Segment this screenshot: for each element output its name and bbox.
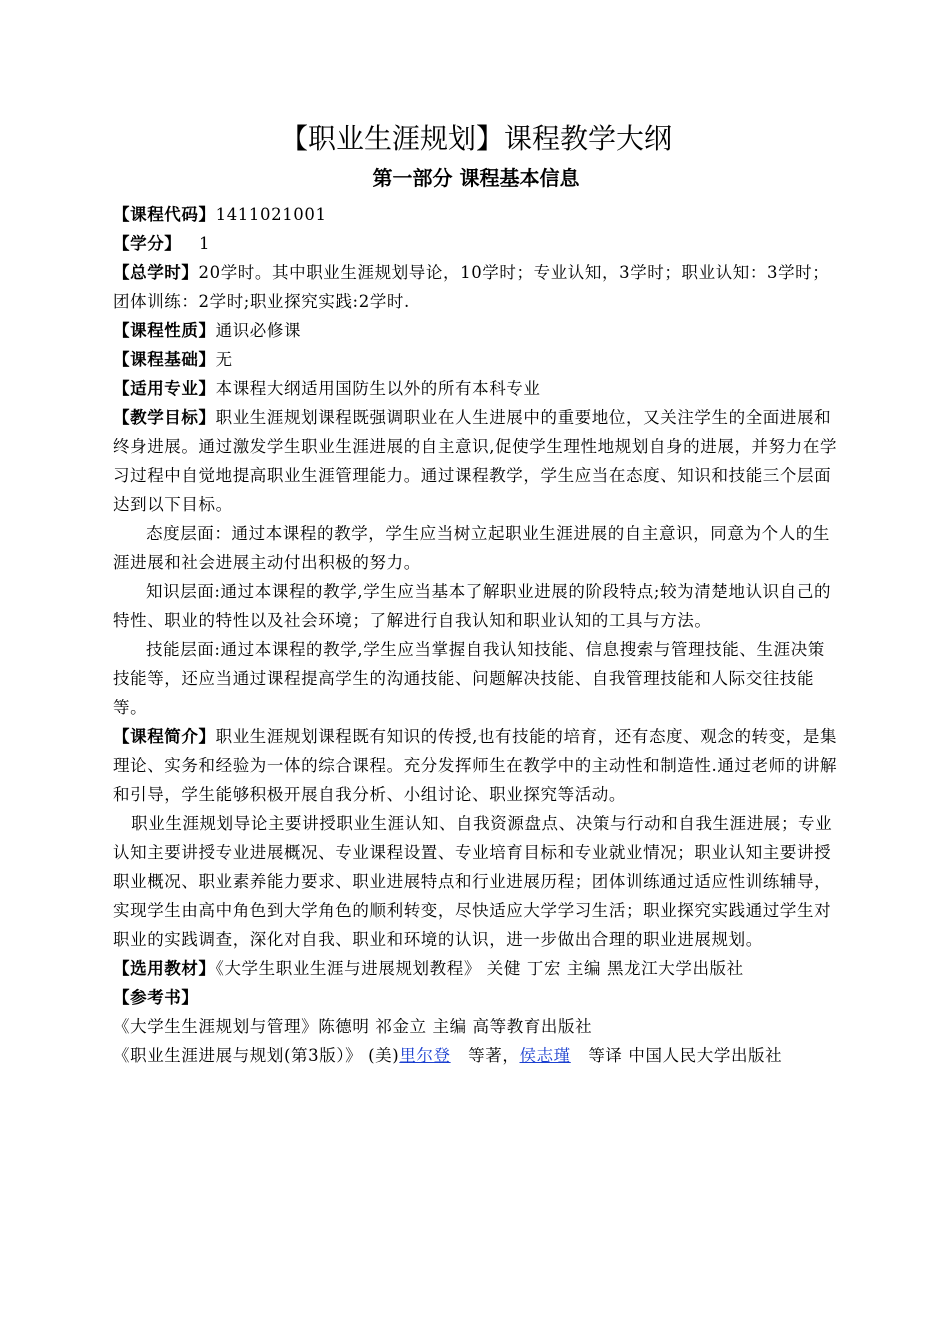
- section-heading: 第一部分 课程基本信息: [372, 166, 580, 190]
- attitude-goal-paragraph: 态度层面：通过本课程的教学，学生应当树立起职业生涯进展的自主意识，同意为个人的生涯进展和社会进展主动付出积极的努力。: [113, 524, 830, 572]
- knowledge-goal-paragraph: 知识层面:通过本课程的教学,学生应当基本了解职业进展的阶段特点;较为清楚地认识自己的特性、职业的特性以及社会环境；了解进行自我认知和职业认知的工具与方法。: [113, 582, 832, 630]
- reference-item-1: 《大学生生涯规划与管理》陈德明 祁金立 主编 高等教育出版社: [113, 1017, 593, 1036]
- course-intro-detail-paragraph: 职业生涯规划导论主要讲授职业生涯认知、自我资源盘点、决策与行动和自我生涯进展；专业认知主要讲授专业进展概况、专业课程设置、专业培育目标和专业就业情况；职业认知主要讲授职业概况、职业素养能力要求、职业进展特点和行业进展历程；团体训练通过适应性训练辅导，实现学生由高中角色到大学角色的顺利转变，尽快适应大学学习生活；职业探究实践通过学生对职业的实践调查，深化对自我、职业和环境的认识，进一步做出合理的职业进展规划。: [113, 814, 833, 949]
- textbook-value: 《大学生职业生涯与进展规划教程》 关健 丁宏 主编 黑龙江大学出版社: [215, 959, 744, 978]
- applicable-majors-line: [113, 374, 839, 403]
- teaching-goals-label: 【教学目标】: [113, 408, 216, 427]
- references-label: 【参考书】: [113, 988, 199, 1007]
- textbook-label: 【选用教材】: [113, 959, 216, 978]
- course-code-label: 【课程代码】: [113, 205, 216, 224]
- course-basis-value: 无: [215, 350, 233, 369]
- course-intro-value: 职业生涯规划课程既有知识的传授,也有技能的培育，还有态度、观念的转变，是集理论、实务和经验为一体的综合课程。充分发挥师生在教学中的主动性和制造性.通过老师的讲解和引导，学生能够积极开展自我分析、小组讨论、职业探究等活动。: [113, 727, 838, 804]
- author-link[interactable]: 里尔登: [399, 1046, 451, 1065]
- reference-2-title: 《职业生涯进展与规划(第3版）》 (美): [113, 1046, 400, 1065]
- course-intro-label: 【课程简介】: [113, 727, 216, 746]
- course-intro-paragraph: [113, 722, 839, 809]
- credit-value: 1: [198, 234, 211, 253]
- document-body: [113, 118, 839, 1070]
- reference-2-publisher: 等译 中国人民大学出版社: [570, 1046, 783, 1065]
- course-nature-label: 【课程性质】: [113, 321, 216, 340]
- skill-goal-paragraph: 技能层面:通过本课程的教学,学生应当掌握自我认知技能、信息搜索与管理技能、生涯决策技能等，还应当通过课程提高学生的沟通技能、问题解决技能、自我管理技能和人际交往技能等。: [113, 640, 825, 717]
- credit-line: [113, 229, 839, 258]
- course-code-line: [113, 200, 839, 229]
- course-code-value: 1411021001: [215, 205, 327, 224]
- course-nature-value: 通识必修课: [215, 321, 302, 340]
- applicable-majors-label: 【适用专业】: [113, 379, 216, 398]
- textbook-line: [113, 954, 839, 983]
- course-nature-line: [113, 316, 839, 345]
- teaching-goals-value: 职业生涯规划课程既强调职业在人生进展中的重要地位，又关注学生的全面进展和终身进展。通过激发学生职业生涯进展的自主意识,促使学生理性地规划自身的进展，并努力在学习过程中自觉地提高职业生涯管理能力。通过课程教学，学生应当在态度、知识和技能三个层面达到以下目标。: [113, 408, 838, 514]
- references-heading: [113, 983, 839, 1012]
- course-basis-label: 【课程基础】: [113, 350, 216, 369]
- reference-2-author-role: 等著，: [450, 1046, 520, 1065]
- teaching-goals-paragraph: [113, 403, 839, 519]
- total-hours-value: 20学时。其中职业生涯规划导论，10学时；专业认知，3学时；职业认知：3学时；团体训练：2学时;职业探究实践:2学时.: [113, 263, 830, 311]
- total-hours-line: [113, 258, 839, 316]
- applicable-majors-value: 本课程大纲适用国防生以外的所有本科专业: [215, 379, 541, 398]
- credit-label: 【学分】: [113, 234, 182, 253]
- total-hours-label: 【总学时】: [113, 263, 199, 282]
- course-basis-line: [113, 345, 839, 374]
- reference-item-2: [113, 1041, 839, 1070]
- translator-link[interactable]: 侯志瑾: [519, 1046, 571, 1065]
- page-title: 【职业生涯规划】课程教学大纲: [279, 122, 672, 155]
